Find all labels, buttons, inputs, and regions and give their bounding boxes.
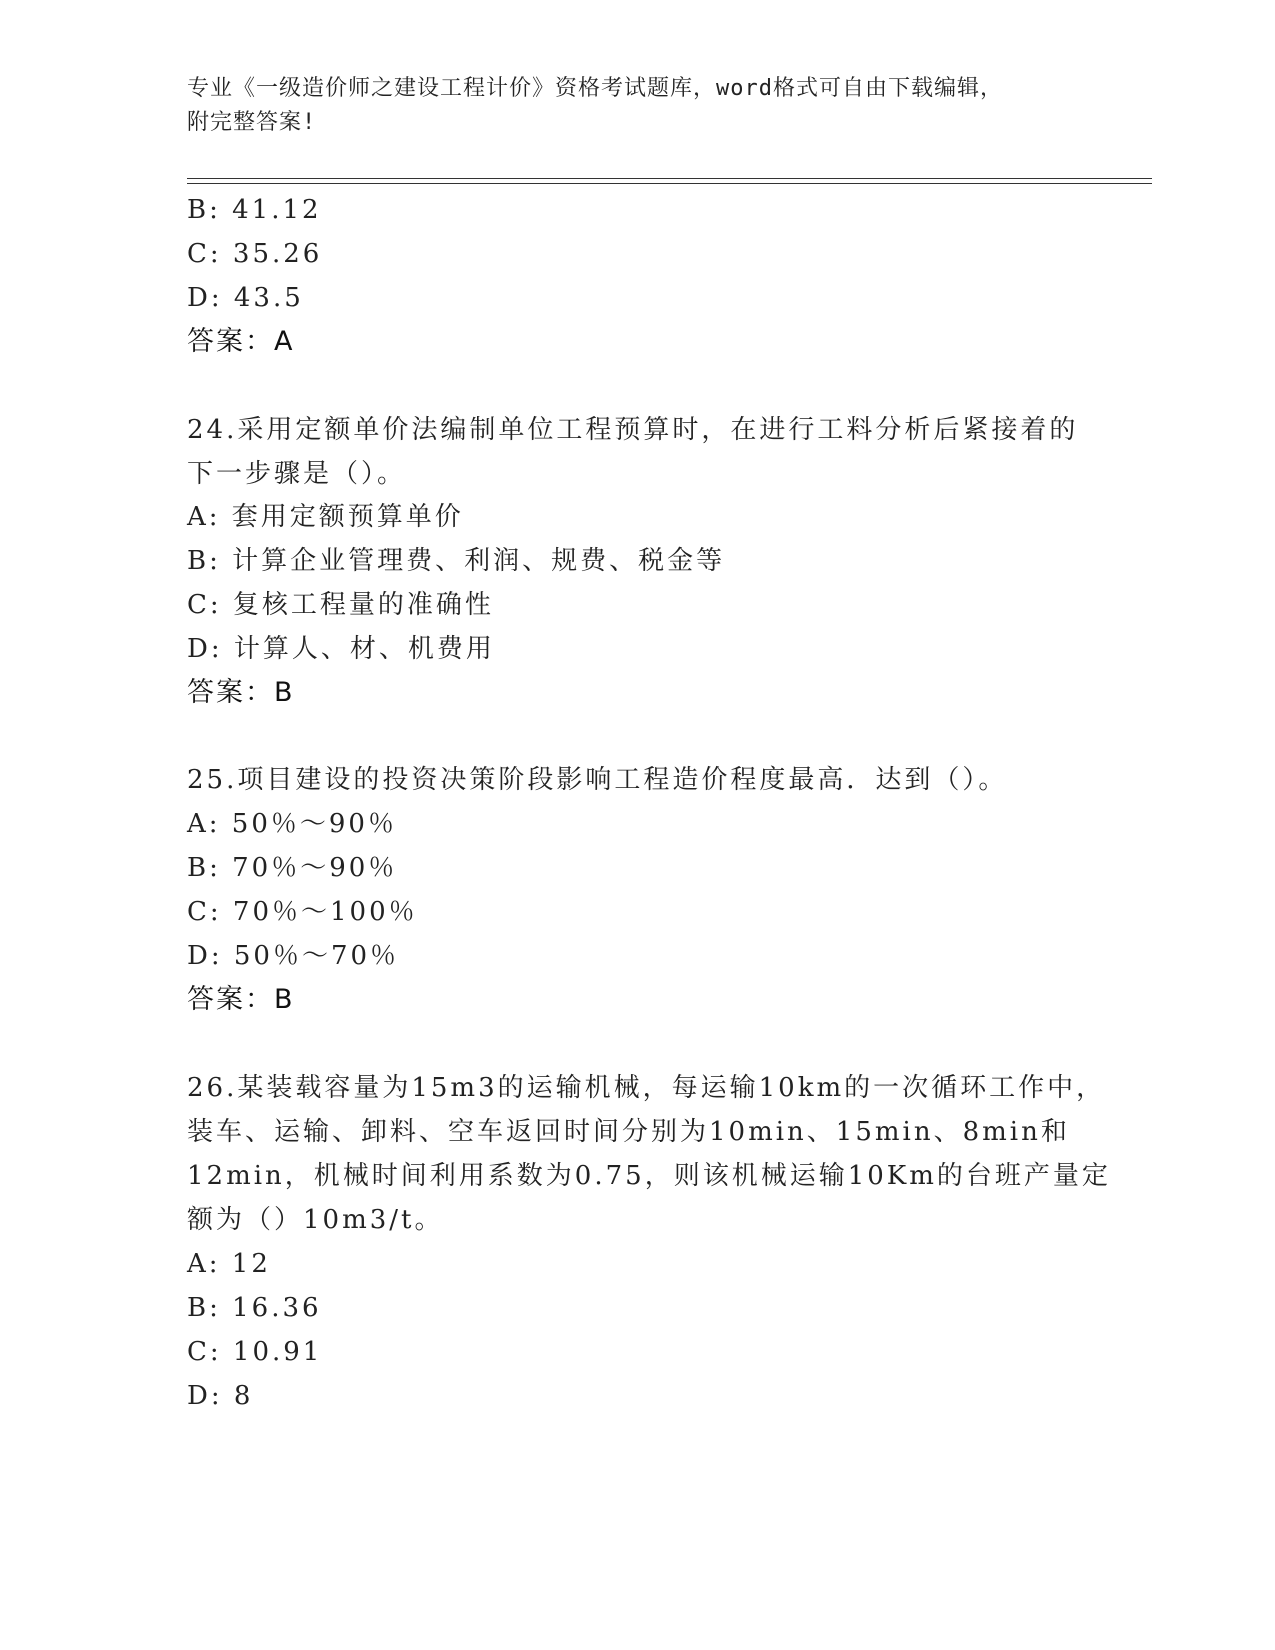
q26-option-c: C: 10.91 [187,1337,323,1367]
q24-option-c: C: 复核工程量的准确性 [187,590,494,620]
q25-option-a: A: 50％～90％ [187,809,397,839]
q24-stem-line-1: 24.采用定额单价法编制单位工程预算时，在进行工料分析后紧接着的 [187,415,1079,445]
header-divider-bottom [187,183,1152,184]
prev-option-c: C: 35.26 [187,239,323,269]
q25-option-d: D: 50％～70％ [187,941,400,971]
q24-option-b: B: 计算企业管理费、利润、规费、税金等 [187,546,726,576]
q26-stem-line-2: 装车、运输、卸料、空车返回时间分别为10min、15min、8min和 [187,1117,1070,1147]
q24-stem-line-2: 下一步骤是（）。 [187,459,407,489]
q25-stem-line-1: 25.项目建设的投资决策阶段影响工程造价程度最高．达到（）。 [187,765,1008,795]
q26-stem-line-1: 26.某装载容量为15m3的运输机械，每运输10km的一次循环工作中， [187,1073,1106,1103]
prev-answer: 答案：A [187,326,295,357]
q25-option-b: B: 70％～90％ [187,853,398,883]
q24-option-d: D: 计算人、材、机费用 [187,634,495,664]
q24-answer: 答案：B [187,677,295,708]
document-header [187,72,1087,140]
prev-option-d: D: 43.5 [187,283,304,313]
q26-option-b: B: 16.36 [187,1293,322,1323]
q24-option-a: A: 套用定额预算单价 [187,502,464,532]
header-divider-top [187,178,1152,179]
q26-option-a: A: 12 [187,1249,271,1279]
q26-option-d: D: 8 [187,1381,254,1411]
prev-option-b: B: 41.12 [187,195,322,225]
q26-stem-line-3: 12min，机械时间利用系数为0.75，则该机械运输10Km的台班产量定 [187,1161,1111,1191]
header-line-1: 专业《一级造价师之建设工程计价》资格考试题库，word格式可自由下载编辑， [187,76,1003,101]
q26-stem-line-4: 额为（）10m3/t。 [187,1205,444,1235]
header-line-2: 附完整答案! [187,110,317,135]
q25-option-c: C: 70％～100％ [187,897,418,927]
q25-answer: 答案：B [187,984,295,1015]
